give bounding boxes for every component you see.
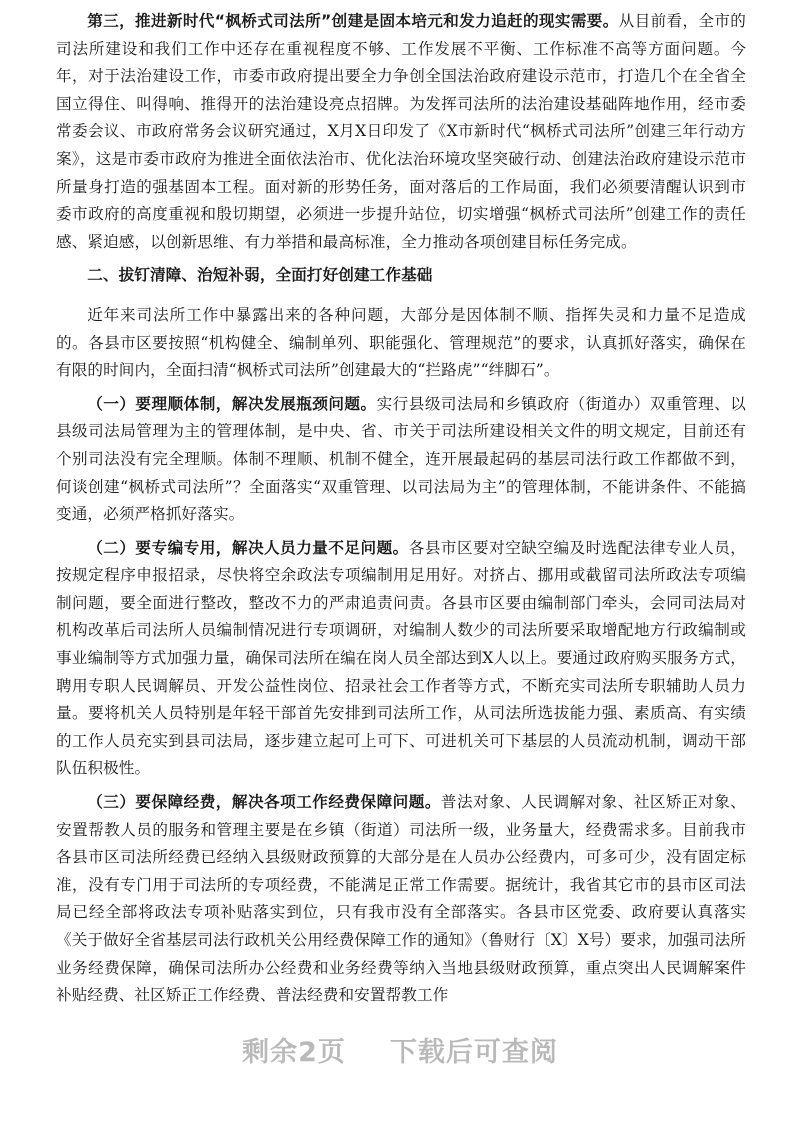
remaining-pages-label: 剩余2页 (242, 1037, 346, 1068)
paragraph-lead: （三）要保障经费，解决各项工作经费保障问题。 (87, 793, 441, 812)
paragraph-text: 各县市区要对空缺空编及时选配法律专业人员，按规定程序申报招录，尽快将空余政法专项编制用足用好。对挤占、挪用或截留司法所政法专项编制问题，要全面进行整改，整改不力的严肃追责问责。各县市区要由编制部门牵头，会同司法局对机构改革后司法所人员编制情况进行专项调研，对编制人数少的司法所要采取增配地方行政编制或事业编制等方式加强力量，确保司法所在编在岗人员全部达到X人以上。要通过政府购买服务方式，聘用专职人民调解员、开发公益性岗位、招录社会工作者等方式，不断充实司法所专职辅助人员力量。要将机关人员特别是年轻干部首先安排到司法所工作，从司法所选拔能力强、素质高、有实绩的工作人员充实到县司法局，逐步建立起可上可下、可进机关可下基层的人员流动机制，调动干部队伍积极性。 (56, 538, 746, 778)
download-banner[interactable] (0, 1030, 800, 1069)
paragraph-text: 近年来司法所工作中暴露出来的各种问题，大部分是因体制不顺、指挥失灵和力量不足造成的。各县市区要按照“机构健全、编制单列、职能强化、管理规范”的要求，认真抓好落实，确保在有限的时间内，全面扫清“枫桥式司法所”创建最大的“拦路虎”“绊脚石”。 (56, 305, 746, 380)
paragraph-3 (56, 391, 746, 529)
paragraph-text: 普法对象、人民调解对象、社区矫正对象、安置帮教人员的服务和管理主要是在乡镇（街道）司法所一级，业务量大，经费需求多。目前我市各县市区司法所经费已经纳入县级财政预算的大部分是在人员办公经费内，可多可少，没有固定标准，没有专门用于司法所的专项经费，不能满足正常工作需要。据统计，我省其它市的县市区司法局已经全部将政法专项补贴落实到位，只有我市没有全部落实。各县市区党委、政府要认真落实《关于做好全省基层司法行政机关公用经费保障工作的通知》（鲁财行〔X〕X号）要求，加强司法所业务经费保障，确保司法所办公经费和业务经费等纳入当地县级财政预算，重点突出人民调解案件补贴经费、社区矫正工作经费、普法经费和安置帮教工作 (56, 793, 746, 1005)
paragraph-5 (56, 789, 746, 1010)
paragraph-lead: 第三，推进新时代“枫桥式司法所”创建是固本培元和发力追赶的现实需要。 (87, 12, 619, 30)
paragraph-text: 从目前看，全市的司法所建设和我们工作中还存在重视程度不够、工作发展不平衡、工作标准不高等方面问题。今年，对于法治建设工作，市委市政府提出要全力争创全国法治政府建设示范市，打造几个在全省全国立得住、叫得响、推得开的法治建设亮点招牌。为发挥司法所的法治建设基础阵地作用，经市委常委会议、市政府常务会议研究通过，X月X日印发了《X市新时代“枫桥式司法所”创建三年行动方案》，这是市委市政府为推进全面依法治市、优化法治环境攻坚突破行动、创建法治政府建设示范市所量身打造的强基固本工程。面对新的形势任务，面对落后的工作局面，我们必须要清醒认识到市委市政府的高度重视和殷切期望，必须进一步提升站位，切实增强“枫桥式司法所”创建工作的责任感、紧迫感，以创新思维、有力举措和最高标准，全力推动各项创建目标任务完成。 (56, 12, 746, 251)
section-heading: 二、拔钉清障、治短补弱，全面打好创建工作基础 (87, 266, 433, 285)
paragraph-1 (56, 8, 746, 256)
paragraph-2 (56, 302, 746, 385)
document-body (56, 8, 746, 1016)
paragraph-4 (56, 535, 746, 783)
paragraph-lead: （二）要专编专用，解决人员力量不足问题。 (87, 538, 409, 557)
paragraph-text: 实行县级司法局和乡镇政府（街道办）双重管理、以县级司法局管理为主的管理体制，是中央、省、市关于司法所建设相关文件的明文规定，目前还有个别司法没有完全理顺。体制不理顺、机制不健全，连开展最起码的基层司法行政工作都做不到，何谈创建“枫桥式司法所”？全面落实“双重管理、以司法局为主”的管理体制，不能讲条件、不能搞变通，必须严格抓好落实。 (56, 394, 746, 524)
download-to-view-label: 下载后可查阅 (389, 1037, 558, 1068)
paragraph-lead: （一）要理顺体制，解决发展瓶颈问题。 (87, 394, 377, 413)
